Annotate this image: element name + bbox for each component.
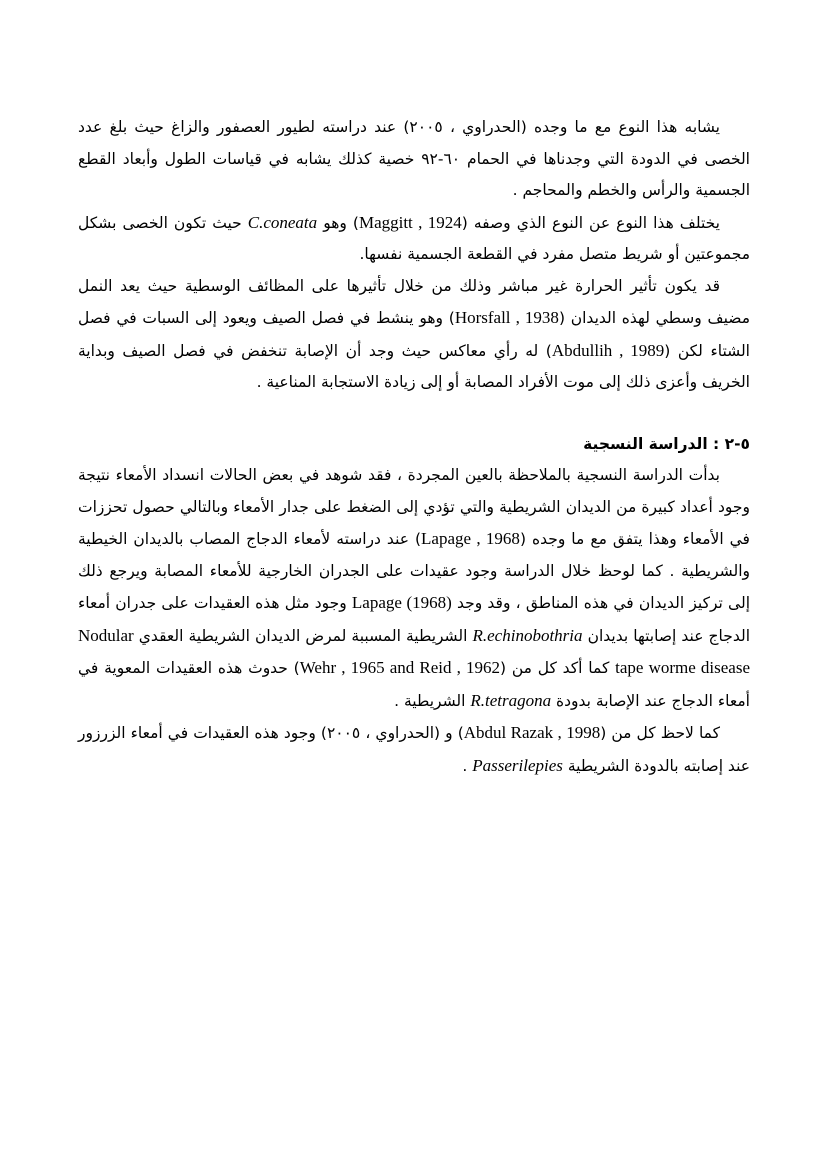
section-spacer — [78, 399, 750, 429]
text-segment: بدأت الدراسة النسجية بالملاحظة بالعين المجردة ، فقد شوهد في بعض الحالات انسداد الأمعاء نتيجة وجود أعداد كبيرة من الديدان الشريطية والتي تؤدي إلى الضغط على جدار الأمعاء وبالتالي حصول تحززات في الأمعاء وهذا يتفق مع ما وجده ( — [78, 466, 750, 548]
species-name-r-echinobothria: R.echinobothria — [472, 625, 583, 645]
paragraph-differs-maggitt — [78, 207, 750, 271]
paragraph-starling-nodules — [78, 717, 750, 782]
citation-lapage-1968-b: Lapage (1968) — [351, 593, 452, 612]
text-segment: ) حدوث هذه العقيدات المعوية في أمعاء الدجاج عند الإصابة بدودة — [78, 659, 750, 710]
citation-maggitt: Maggitt , 1924 — [358, 212, 462, 232]
paragraph-histological-study — [78, 460, 750, 717]
text-segment: يختلف هذا النوع عن النوع الذي وصفه ( — [461, 213, 720, 232]
citation-abdullih: Abdullih , 1989 — [551, 340, 665, 360]
paragraph-temperature-effect — [78, 271, 750, 399]
text-segment: ) و (الحدراوي ، ٢٠٠٥) وجود هذه العقيدات في أمعاء الزرزور عند إصابته بالدودة الشريطية — [78, 724, 750, 775]
species-name-passerilepies: Passerilepies — [472, 755, 563, 775]
citation-abdul-razak: Abdul Razak , 1998 — [463, 723, 601, 742]
text-segment: ) له رأي معاكس حيث وجد أن الإصابة تنخفض في فصل الصيف وبداية الخريف وأعزى ذلك إلى موت الأفراد المصابة أو إلى زيادة الاستجابة المناعية . — [78, 341, 750, 391]
paragraph-comparison-hadrawi — [78, 112, 750, 207]
species-name-r-tetragona: R.tetragona — [470, 690, 552, 710]
text-segment: الشريطية المسببة لمرض الديدان الشريطية العقدي — [133, 626, 473, 645]
citation-wehr-reid: Wehr , 1965 and Reid , 1962 — [299, 658, 500, 677]
text-segment: ) وهو — [317, 213, 359, 232]
text-segment: كما أكد كل من ( — [500, 659, 616, 677]
text-segment: وجود مثل هذه العقيدات على جدران أمعاء الدجاج عند إصابتها بديدان — [78, 594, 751, 645]
citation-horsfall: Horsfall , 1938 — [454, 308, 559, 327]
text-segment: حيث تكون الخصى بشكل مجموعتين أو شريط متصل مفرد في القطعة الجسمية نفسها. — [78, 213, 750, 263]
text-segment: . — [462, 756, 473, 775]
citation-lapage-1968: Lapage , 1968 — [421, 529, 520, 548]
paragraph-text: يشابه هذا النوع مع ما وجده (الحدراوي ، ٢٠٠٥) عند دراسته لطيور العصفور والزاغ حيث بلغ عدد الخصى في الدودة التي وجدناها في الحمام ٦٠-٩٢ خصية كذلك يشابه في قياسات الطول وأبعاد القطع الجسمية والرأس والخطم والمحاجم . — [78, 118, 750, 199]
text-segment: ) عند دراسته لأمعاء الدجاج المصاب بالديدان الخيطية والشريطية . كما لوحظ خلال الدراسة وجود عقيدات على الجدران الخارجية للأمعاء المصابة ويرجع ذلك إلى تركيز الديدان في هذه المناطق ، وقد وجد — [78, 530, 750, 612]
text-segment: كما لاحظ كل من ( — [600, 724, 721, 742]
disease-name-nodular-tapeworm: Nodular tape worme disease — [78, 625, 750, 677]
section-heading: ٥-٢ : الدراسة النسجية — [583, 434, 750, 453]
text-segment: الشريطية . — [394, 691, 471, 710]
text-segment: قد يكون تأثير الحرارة غير مباشر وذلك من خلال تأثيرها على المظائف الوسطية حيث يعد النمل مضيف وسطي لهذه الديدان ( — [78, 276, 751, 327]
text-segment: ) وهو ينشط في فصل الصيف ويعود إلى السبات في فصل الشتاء لكن ( — [78, 309, 750, 360]
species-name-c-coneata: C.coneata — [247, 212, 318, 232]
document-page — [78, 112, 750, 782]
